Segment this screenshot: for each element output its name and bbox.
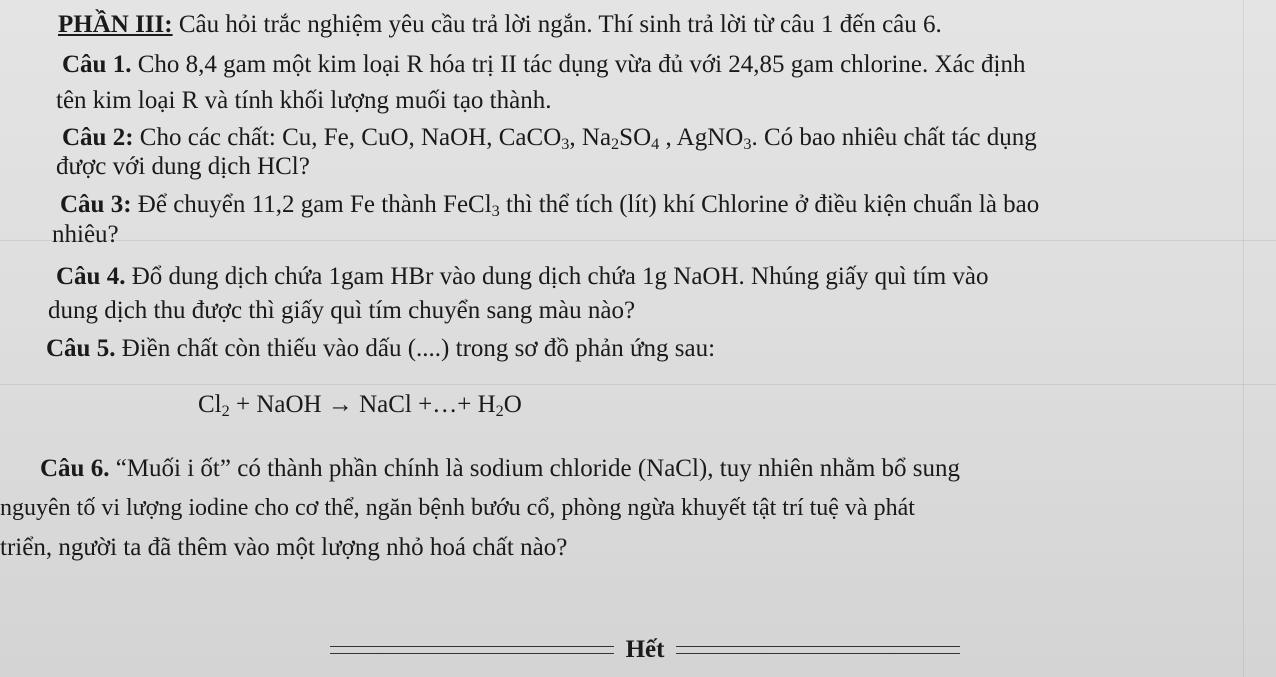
question-3-text-a: Để chuyển 11,2 gam Fe thành FeCl bbox=[131, 191, 492, 218]
question-5-line-1 bbox=[46, 334, 715, 364]
question-1-text-cont: tên kim loại R và tính khối lượng muối tạo thành. bbox=[56, 87, 552, 114]
question-3-line-1 bbox=[60, 190, 1039, 220]
subscript: 4 bbox=[651, 135, 660, 154]
reaction-equation bbox=[198, 390, 522, 420]
question-6-text-cont-2: triển, người ta đã thêm vào một lượng nhỏ hoá chất nào? bbox=[0, 534, 568, 561]
background-line bbox=[0, 240, 1276, 241]
question-2-line-2 bbox=[56, 152, 310, 182]
question-6-line-2 bbox=[0, 493, 915, 523]
question-6-label: Câu 6. bbox=[40, 455, 110, 482]
question-5-label: Câu 5. bbox=[46, 335, 116, 362]
background-line bbox=[0, 384, 1276, 385]
question-4-text: Đổ dung dịch chứa 1gam HBr vào dung dịch chứa 1g NaOH. Nhúng giấy quì tím vào bbox=[125, 263, 989, 290]
question-5-text: Điền chất còn thiếu vào dấu (....) trong sơ đồ phản ứng sau: bbox=[115, 335, 716, 362]
question-4-label: Câu 4. bbox=[56, 263, 126, 290]
question-2-text-c: SO bbox=[619, 124, 652, 151]
question-2-text-cont: được với dung dịch HCl? bbox=[56, 153, 310, 180]
question-3-text-b: thì thể tích (lít) khí Chlorine ở điều kiện chuẩn là bao bbox=[499, 191, 1040, 218]
background-line bbox=[1243, 0, 1244, 677]
question-6-line-3 bbox=[0, 533, 567, 563]
section-intro: Câu hỏi trắc nghiệm yêu cầu trả lời ngắn. Thí sinh trả lời từ câu 1 đến câu 6. bbox=[172, 11, 942, 38]
question-6-text-cont: nguyên tố vi lượng iodine cho cơ thể, ngăn bệnh bướu cổ, phòng ngừa khuyết tật trí tuệ và phát bbox=[0, 495, 915, 521]
question-3-label: Câu 3: bbox=[60, 191, 132, 218]
subscript: 3 bbox=[491, 202, 500, 221]
question-1-line-2 bbox=[56, 86, 551, 116]
section-heading-line bbox=[58, 10, 942, 40]
question-3-text-cont: nhiêu? bbox=[52, 221, 119, 248]
end-label: Hết bbox=[625, 636, 665, 663]
question-2-text-e: . Có bao nhiêu chất tác dụng bbox=[751, 124, 1037, 151]
question-1-label: Câu 1. bbox=[62, 51, 132, 78]
equation-part: O bbox=[503, 391, 522, 418]
question-2-text-a: Cho các chất: Cu, Fe, CuO, NaOH, CaCO bbox=[133, 124, 562, 151]
end-marker bbox=[330, 630, 960, 670]
subscript: 2 bbox=[495, 402, 504, 421]
question-1-line-1 bbox=[62, 50, 1025, 80]
subscript: 2 bbox=[221, 402, 230, 421]
question-2-label: Câu 2: bbox=[62, 124, 134, 151]
question-6-line-1 bbox=[40, 454, 960, 484]
question-3-line-2 bbox=[52, 220, 119, 250]
question-4-line-2 bbox=[48, 296, 635, 326]
end-rule-right bbox=[676, 646, 960, 654]
equation-part: + NaOH → NaCl +…+ H bbox=[229, 391, 496, 418]
subscript: 3 bbox=[743, 135, 752, 154]
question-2-text-b: , Na bbox=[569, 124, 612, 151]
subscript: 2 bbox=[611, 135, 620, 154]
subscript: 3 bbox=[561, 135, 570, 154]
question-1-text: Cho 8,4 gam một kim loại R hóa trị II tác dụng vừa đủ với 24,85 gam chlorine. Xác định bbox=[131, 51, 1026, 78]
question-2-text-d: , AgNO bbox=[659, 124, 744, 151]
end-rule-left bbox=[330, 646, 614, 654]
question-6-text: “Muối i ốt” có thành phần chính là sodium chloride (NaCl), tuy nhiên nhằm bổ sung bbox=[109, 455, 961, 482]
question-4-text-cont: dung dịch thu được thì giấy quì tím chuyển sang màu nào? bbox=[48, 297, 636, 324]
question-4-line-1 bbox=[56, 262, 989, 292]
question-2-line-1 bbox=[62, 123, 1037, 153]
equation-part: Cl bbox=[198, 391, 222, 418]
section-heading: PHẦN III: bbox=[58, 11, 173, 38]
